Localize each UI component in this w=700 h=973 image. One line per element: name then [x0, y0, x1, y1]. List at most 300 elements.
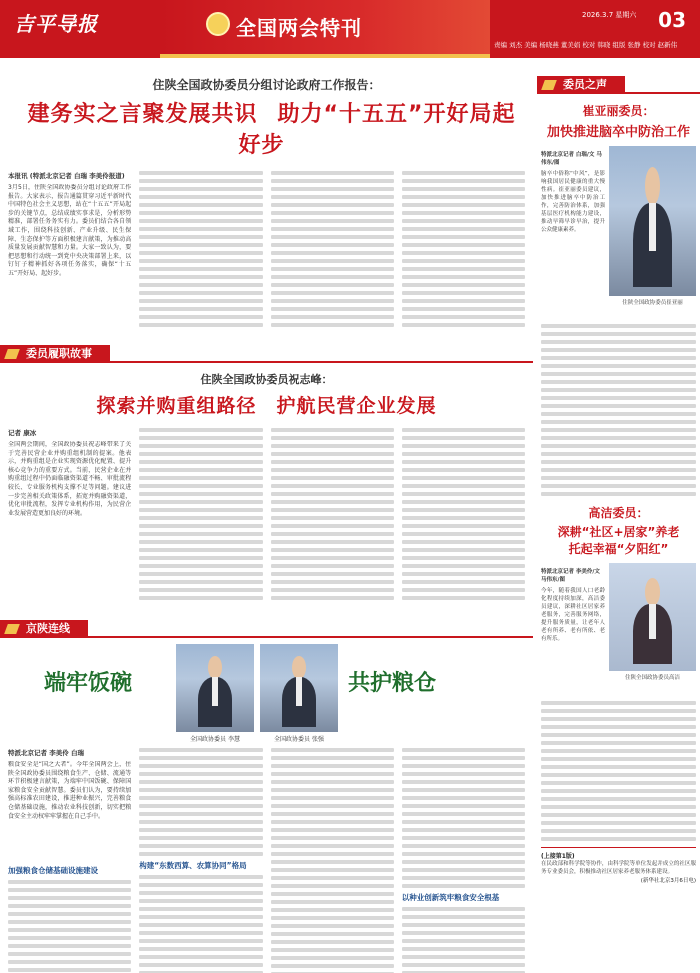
story3-headline-a: 端牢饭碗 [44, 671, 133, 696]
text-line [139, 243, 262, 247]
text-line [402, 323, 525, 327]
text-line [541, 709, 696, 713]
text-line [541, 837, 696, 841]
text-line [139, 219, 262, 223]
text-line [139, 267, 262, 271]
text-line [271, 243, 394, 247]
editor-credits: 责编 刘杰 美编 杨晓燕 董美娟 校对 韩晓 组版 张静 校对 赵新伟 [494, 41, 678, 49]
story3-banner [8, 644, 525, 743]
text-line [271, 596, 394, 600]
story3-col-1 [8, 744, 131, 973]
text-line [541, 821, 696, 825]
text-line [139, 307, 262, 311]
story2-byline: 记者 康冰 [8, 429, 37, 437]
text-line [139, 516, 262, 520]
text-line [8, 896, 131, 900]
text-line [271, 476, 394, 480]
text-line [541, 428, 696, 432]
text-line [139, 251, 262, 255]
text-line [139, 955, 262, 959]
text-line [402, 772, 525, 776]
lead-byline: 本报讯 (特派北京记者 白瑞 李美伶报道) [8, 172, 125, 180]
sidebar1-photo-col [609, 146, 696, 320]
text-line [402, 219, 525, 223]
person-figure [198, 656, 232, 726]
text-line [541, 420, 696, 424]
person-shirt [649, 604, 657, 639]
text-line [541, 460, 696, 464]
text-line [139, 275, 262, 279]
text-line [139, 259, 262, 263]
lead-col-3 [271, 167, 394, 339]
text-line [402, 259, 525, 263]
lead-kicker: 住陕全国政协委员分组讨论政府工作报告： [152, 78, 381, 92]
banner-stripe [160, 54, 490, 58]
text-line [139, 171, 262, 175]
sidebar2-body-wrap [541, 563, 696, 697]
sidebar1-body-wrap [541, 146, 696, 320]
text-line [139, 524, 262, 528]
text-line [271, 291, 394, 295]
paper-logo [0, 0, 160, 58]
text-line [139, 468, 262, 472]
text-line [541, 829, 696, 833]
sidebar2-text [541, 563, 605, 697]
text-line [139, 508, 262, 512]
text-line [402, 307, 525, 311]
text-line [139, 788, 262, 792]
sidebar1-byline: 特派北京记者 白瑞/文 马伟东/图 [541, 152, 602, 166]
text-line [541, 757, 696, 761]
text-line [402, 852, 525, 856]
text-line [271, 428, 394, 432]
text-line [541, 797, 696, 801]
text-line [271, 756, 394, 760]
text-line [271, 748, 394, 752]
text-line [139, 828, 262, 832]
text-line [402, 548, 525, 552]
text-line [271, 916, 394, 920]
text-line [271, 884, 394, 888]
text-line [271, 932, 394, 936]
text-line [139, 179, 262, 183]
text-line [271, 532, 394, 536]
text-line [402, 596, 525, 600]
text-line [8, 952, 131, 956]
text-line [402, 452, 525, 456]
text-line [271, 468, 394, 472]
text-line [271, 844, 394, 848]
text-line [271, 820, 394, 824]
text-line [402, 931, 525, 935]
text-line [139, 211, 262, 215]
text-line [402, 876, 525, 880]
text-line [139, 796, 262, 800]
text-line [271, 211, 394, 215]
text-line [402, 860, 525, 864]
text-line [139, 875, 262, 879]
text-line [271, 219, 394, 223]
text-line [139, 947, 262, 951]
text-line [271, 195, 394, 199]
lead-story [0, 76, 533, 339]
text-line [541, 356, 696, 360]
story3-subhead-2: 构建“东数西算、农算协同”格局 [139, 861, 247, 870]
sidebar-section [537, 76, 700, 94]
text-line [402, 267, 525, 271]
text-line [541, 789, 696, 793]
text-line [541, 396, 696, 400]
person-figure [633, 167, 671, 287]
text-line [271, 171, 394, 175]
text-line [271, 964, 394, 968]
text-line [402, 748, 525, 752]
text-line [402, 947, 525, 951]
text-line [271, 203, 394, 207]
text-line [139, 899, 262, 903]
lead-col-4 [402, 167, 525, 339]
text-line [8, 920, 131, 924]
photo-member-2 [260, 644, 338, 732]
story2-columns [8, 424, 525, 616]
text-line [541, 468, 696, 472]
story3-subhead-1: 加强粮食仓储基础设施建设 [8, 866, 98, 875]
text-line [541, 773, 696, 777]
person-shirt [212, 677, 219, 705]
section-members [0, 345, 533, 363]
text-line [139, 203, 262, 207]
story2-headline [8, 391, 525, 418]
text-line [271, 924, 394, 928]
text-line [402, 299, 525, 303]
text-line [8, 888, 131, 892]
text-line [139, 772, 262, 776]
section-members-label: 委员履职故事 [0, 345, 110, 363]
text-line [271, 484, 394, 488]
text-line [271, 876, 394, 880]
text-line [139, 299, 262, 303]
text-line [402, 291, 525, 295]
sidebar [537, 62, 700, 884]
story2-kicker: 住陕全国政协委员祝志峰： [200, 373, 333, 386]
text-line [541, 364, 696, 368]
text-line [139, 820, 262, 824]
text-line [139, 436, 262, 440]
text-line [402, 939, 525, 943]
text-line [271, 572, 394, 576]
text-line [541, 725, 696, 729]
text-line [402, 243, 525, 247]
text-line [139, 315, 262, 319]
text-line [271, 948, 394, 952]
text-line [271, 267, 394, 271]
text-line [402, 476, 525, 480]
text-line [271, 524, 394, 528]
lead-columns [8, 167, 525, 339]
story3-columns [8, 744, 525, 973]
text-line [541, 805, 696, 809]
story2-col-4 [402, 424, 525, 616]
text-line [402, 460, 525, 464]
text-line [402, 540, 525, 544]
person-head [208, 656, 222, 679]
text-line [402, 564, 525, 568]
text-line [271, 956, 394, 960]
text-line [139, 812, 262, 816]
text-line [402, 820, 525, 824]
text-line [8, 880, 131, 884]
text-line [541, 340, 696, 344]
text-line [8, 960, 131, 964]
text-line [541, 388, 696, 392]
continued-end: (新华社北京3月6日电) [640, 878, 696, 884]
text-line [402, 484, 525, 488]
text-line [402, 915, 525, 919]
text-line [139, 836, 262, 840]
text-line [541, 324, 696, 328]
text-line [139, 187, 262, 191]
sidebar2-byline: 特派北京记者 李美伶/文 马伟东/图 [541, 569, 600, 583]
sidebar2-headline: 深耕“社区+居家”养老 托起幸福“夕阳红” [557, 525, 680, 556]
story-3 [0, 638, 533, 973]
photo-member-1 [176, 644, 254, 732]
text-line [402, 764, 525, 768]
continued-block [541, 847, 696, 884]
special-title: 全国两会特刊 [236, 16, 362, 40]
text-line [139, 484, 262, 488]
text-line [271, 516, 394, 520]
text-line [541, 741, 696, 745]
text-line [402, 955, 525, 959]
text-line [8, 944, 131, 948]
text-line [139, 756, 262, 760]
text-line [139, 852, 262, 856]
person-figure [633, 578, 671, 664]
text-line [139, 748, 262, 752]
text-line [271, 828, 394, 832]
person-shirt [296, 677, 303, 705]
text-line [139, 764, 262, 768]
page-number: 03 [658, 8, 686, 32]
text-line [402, 812, 525, 816]
text-line [139, 804, 262, 808]
text-line [139, 532, 262, 536]
section-rule [537, 92, 700, 94]
sidebar1-caption: 住陕全国政协委员崔亚丽 [622, 300, 683, 306]
lead-body: 3月5日，住陕全国政协委员分组讨论政府工作报告。大家表示，报告通篇贯穿习近平新时代中国特色社会主义思想，站在“十五五”开局起步的关键节点，总结成绩实事求是，分析形势精准，部署任务务实有力。委员们结合各自领域工作，围绕科技创新、产业升级、民生保障、生态保护等方面积极建言献策，为推动高质量发展贡献智慧和力量。大家一致认为，要把思想和行动统一到党中央决策部署上来，以钉钉子精神抓好各项任务落实，确保“十五五”开好局、起好步。 [8, 184, 132, 277]
text-line [271, 580, 394, 584]
photo-cui-yali [609, 146, 696, 296]
text-line [402, 963, 525, 967]
text-line [402, 580, 525, 584]
text-line [271, 900, 394, 904]
text-line [402, 788, 525, 792]
text-line [271, 796, 394, 800]
story2-headline-a: 探索并购重组路径 [96, 395, 257, 417]
text-line [271, 564, 394, 568]
lead-headline-b: 助力“十五五”开好局起好步 [238, 102, 516, 158]
text-line [402, 428, 525, 432]
sidebar1-name-title: 崔亚丽委员： [582, 104, 655, 118]
sidebar2-body: 今年，随着我国人口老龄化程度持续加深，高洁委员建议，深耕社区居家养老服务，完善服务网络，提升服务质量，让老年人老有所养、老有所依、老有所乐。 [541, 588, 605, 642]
text-line [271, 868, 394, 872]
text-line [541, 332, 696, 336]
story2-col-2 [139, 424, 262, 616]
text-line [139, 780, 262, 784]
text-line [271, 452, 394, 456]
text-line [139, 556, 262, 560]
text-line [402, 195, 525, 199]
text-line [139, 492, 262, 496]
text-line [271, 892, 394, 896]
photo-caption-2: 全国政协委员 张强 [274, 736, 324, 743]
text-line [402, 283, 525, 287]
text-line [139, 939, 262, 943]
story2-headline-b: 护航民营企业发展 [276, 395, 437, 417]
story2-col-1 [8, 424, 131, 616]
text-line [271, 508, 394, 512]
text-line [271, 227, 394, 231]
text-line [139, 452, 262, 456]
text-line [271, 492, 394, 496]
continued-text: 在民政部和科学院等协作，由科学院等单位发起并成立的社区服务专业委员会，积极推动社区居家养老服务体系建设。 [541, 861, 696, 875]
text-line [139, 428, 262, 432]
text-line [402, 868, 525, 872]
sidebar1-headline: 加快推进脑卒中防治工作 [546, 125, 690, 140]
sidebar1-text [541, 146, 605, 320]
text-line [541, 348, 696, 352]
text-line [271, 556, 394, 560]
text-line [271, 235, 394, 239]
paper-name: 吉平导报 [14, 12, 98, 36]
text-line [402, 516, 525, 520]
text-line [8, 928, 131, 932]
continued-label: (上接第1版) [541, 853, 575, 860]
text-line [139, 548, 262, 552]
text-line [271, 772, 394, 776]
text-line [271, 780, 394, 784]
text-line [139, 915, 262, 919]
text-line [139, 963, 262, 967]
text-line [541, 380, 696, 384]
lead-col-1 [8, 167, 131, 339]
text-line [139, 291, 262, 295]
issue-date: 2026.3.7 星期六 [582, 11, 637, 19]
text-line [402, 171, 525, 175]
section-rule [0, 361, 533, 363]
story3-subhead-3: 以种业创新筑牢粮食安全根基 [401, 893, 500, 902]
text-line [139, 227, 262, 231]
text-line [271, 187, 394, 191]
text-line [541, 484, 696, 488]
text-line [541, 452, 696, 456]
text-line [402, 436, 525, 440]
text-line [402, 235, 525, 239]
text-line [139, 283, 262, 287]
text-line [402, 907, 525, 911]
cppcc-emblem-icon [206, 12, 230, 36]
text-line [139, 195, 262, 199]
text-line [271, 812, 394, 816]
text-line [139, 460, 262, 464]
text-line [271, 251, 394, 255]
text-line [402, 780, 525, 784]
text-line [541, 404, 696, 408]
text-line [541, 717, 696, 721]
text-line [139, 588, 262, 592]
text-line [402, 251, 525, 255]
text-line [541, 813, 696, 817]
text-line [402, 923, 525, 927]
section-jingshaan [0, 620, 533, 638]
text-line [139, 540, 262, 544]
text-line [402, 444, 525, 448]
text-line [271, 548, 394, 552]
sidebar-story-2 [537, 504, 700, 884]
text-line [541, 733, 696, 737]
text-line [139, 883, 262, 887]
text-line [139, 323, 262, 327]
text-line [139, 235, 262, 239]
story3-col-3 [271, 744, 394, 973]
sidebar2-photo-col [609, 563, 696, 697]
text-line [139, 844, 262, 848]
story3-col-4 [402, 744, 525, 973]
text-line [541, 436, 696, 440]
text-line [8, 912, 131, 916]
photo-gao-jie [609, 563, 696, 671]
text-line [541, 372, 696, 376]
text-line [8, 968, 131, 972]
text-line [402, 492, 525, 496]
text-line [271, 259, 394, 263]
text-line [139, 564, 262, 568]
text-line [139, 596, 262, 600]
text-line [541, 444, 696, 448]
text-line [271, 940, 394, 944]
text-line [271, 323, 394, 327]
text-line [402, 844, 525, 848]
text-line [402, 500, 525, 504]
text-line [271, 804, 394, 808]
text-line [271, 908, 394, 912]
text-line [271, 299, 394, 303]
sidebar2-name-title: 高洁委员： [588, 506, 649, 520]
text-line [541, 412, 696, 416]
story3-body: 粮食安全是“国之大者”。今年全国两会上，住陕全国政协委员围绕粮食生产、仓储、流通等环节积极建言献策，为端牢中国饭碗、保障国家粮食安全贡献智慧。委员们认为，要持续加强高标准农田建设，推进种业振兴，完善粮食仓储基础设施，推动农业科技创新，切实把粮食安全主动权牢牢掌握在自己手中。 [8, 761, 132, 820]
masthead [0, 0, 700, 58]
sidebar2-caption: 住陕全国政协委员高洁 [624, 675, 680, 681]
text-line [139, 907, 262, 911]
text-line [271, 836, 394, 840]
text-line [139, 931, 262, 935]
text-line [271, 588, 394, 592]
text-line [139, 923, 262, 927]
text-line [139, 572, 262, 576]
sidebar-section-label: 委员之声 [537, 76, 625, 94]
story3-byline: 特派北京记者 李美伶 白瑞 [8, 749, 85, 757]
text-line [271, 315, 394, 319]
text-line [271, 460, 394, 464]
text-line [271, 500, 394, 504]
text-line [8, 904, 131, 908]
text-line [541, 765, 696, 769]
text-line [541, 476, 696, 480]
text-line [271, 540, 394, 544]
story-2 [0, 371, 533, 616]
text-line [271, 283, 394, 287]
text-line [402, 508, 525, 512]
